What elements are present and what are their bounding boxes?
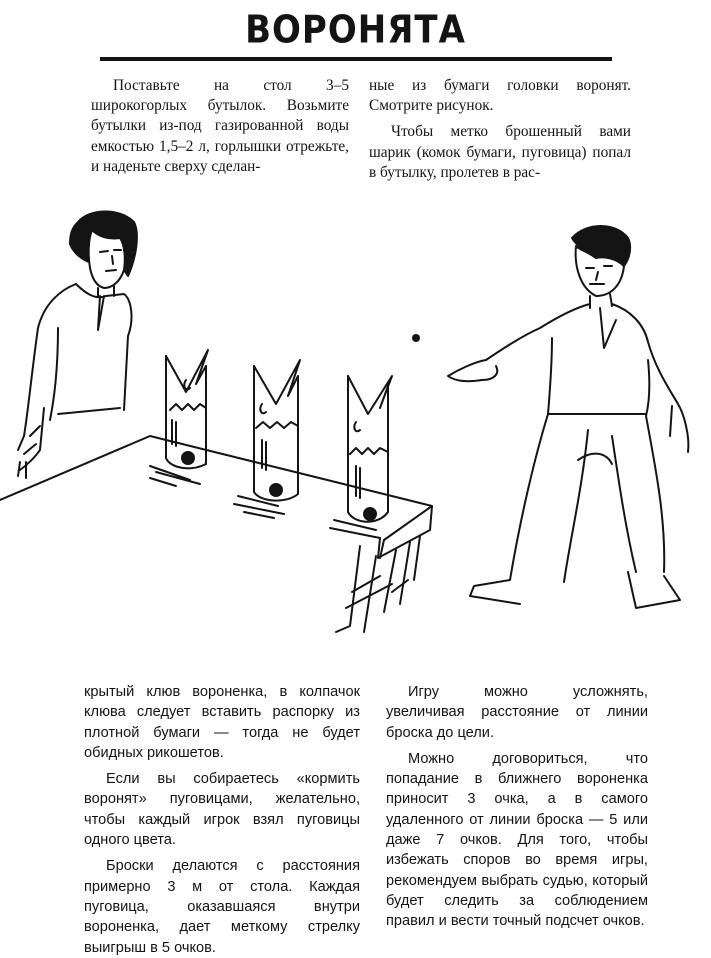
game-illustration: [0, 200, 711, 640]
paragraph: Броски делаются с расстояния примерно 3 м от стола. Каждая пуговица, оказавшаяся внутри вороненка, дает меткому стрелку выигрыш в 5 очков.: [84, 858, 360, 956]
table-icon: [0, 436, 432, 632]
text-column-bottom-left: [84, 682, 360, 958]
paragraph: ные из бумаги головки воронят. Смотрите рисунок.: [369, 77, 631, 115]
crow-bottle-icon: [348, 376, 392, 522]
title-rule: [100, 57, 612, 61]
paragraph: Игру можно усложнять, увеличивая расстояние от линии броска до цели.: [386, 684, 648, 741]
page-title: ВОРОНЯТА: [245, 7, 466, 53]
ball-icon: [412, 334, 420, 342]
boy-figure-icon: [448, 226, 688, 608]
text-column-top-left: [91, 76, 349, 177]
paragraph: Поставьте на стол 3–5 широкогорлых бутылок. Возьмите бутылки из-под газированной воды емкостью 1,5–2 л, горлышки отрежьте, и наденьте сверху сделан-: [91, 77, 349, 175]
paragraph: Если вы собираетесь «кормить воронят» пуговицами, желательно, чтобы каждый игрок взял пуговицы одного цвета.: [84, 771, 360, 849]
crow-bottle-icon: [166, 350, 208, 468]
paragraph: крытый клюв вороненка, в колпачок клюва следует вставить распорку из плотной бумаги — тогда не будет обидных рикошетов.: [84, 684, 360, 761]
girl-figure-icon: [18, 212, 137, 479]
paragraph: Можно договориться, что попадание в ближнего вороненка приносит 3 очка, а в самого удаленного от линии броска — 5 или даже 7 очков. Для того, чтобы избежать споров во время игры, рекомендуем выбрать судью, который будет следить за соблюдением правил и вести точный подсчет очков.: [386, 750, 648, 930]
paragraph: Чтобы метко брошенный вами шарик (комок бумаги, пуговица) попал в бутылку, пролетев в рас-: [369, 123, 631, 181]
text-column-bottom-right: [386, 682, 648, 932]
text-column-top-right: [369, 76, 631, 183]
crow-bottle-icon: [254, 360, 300, 501]
